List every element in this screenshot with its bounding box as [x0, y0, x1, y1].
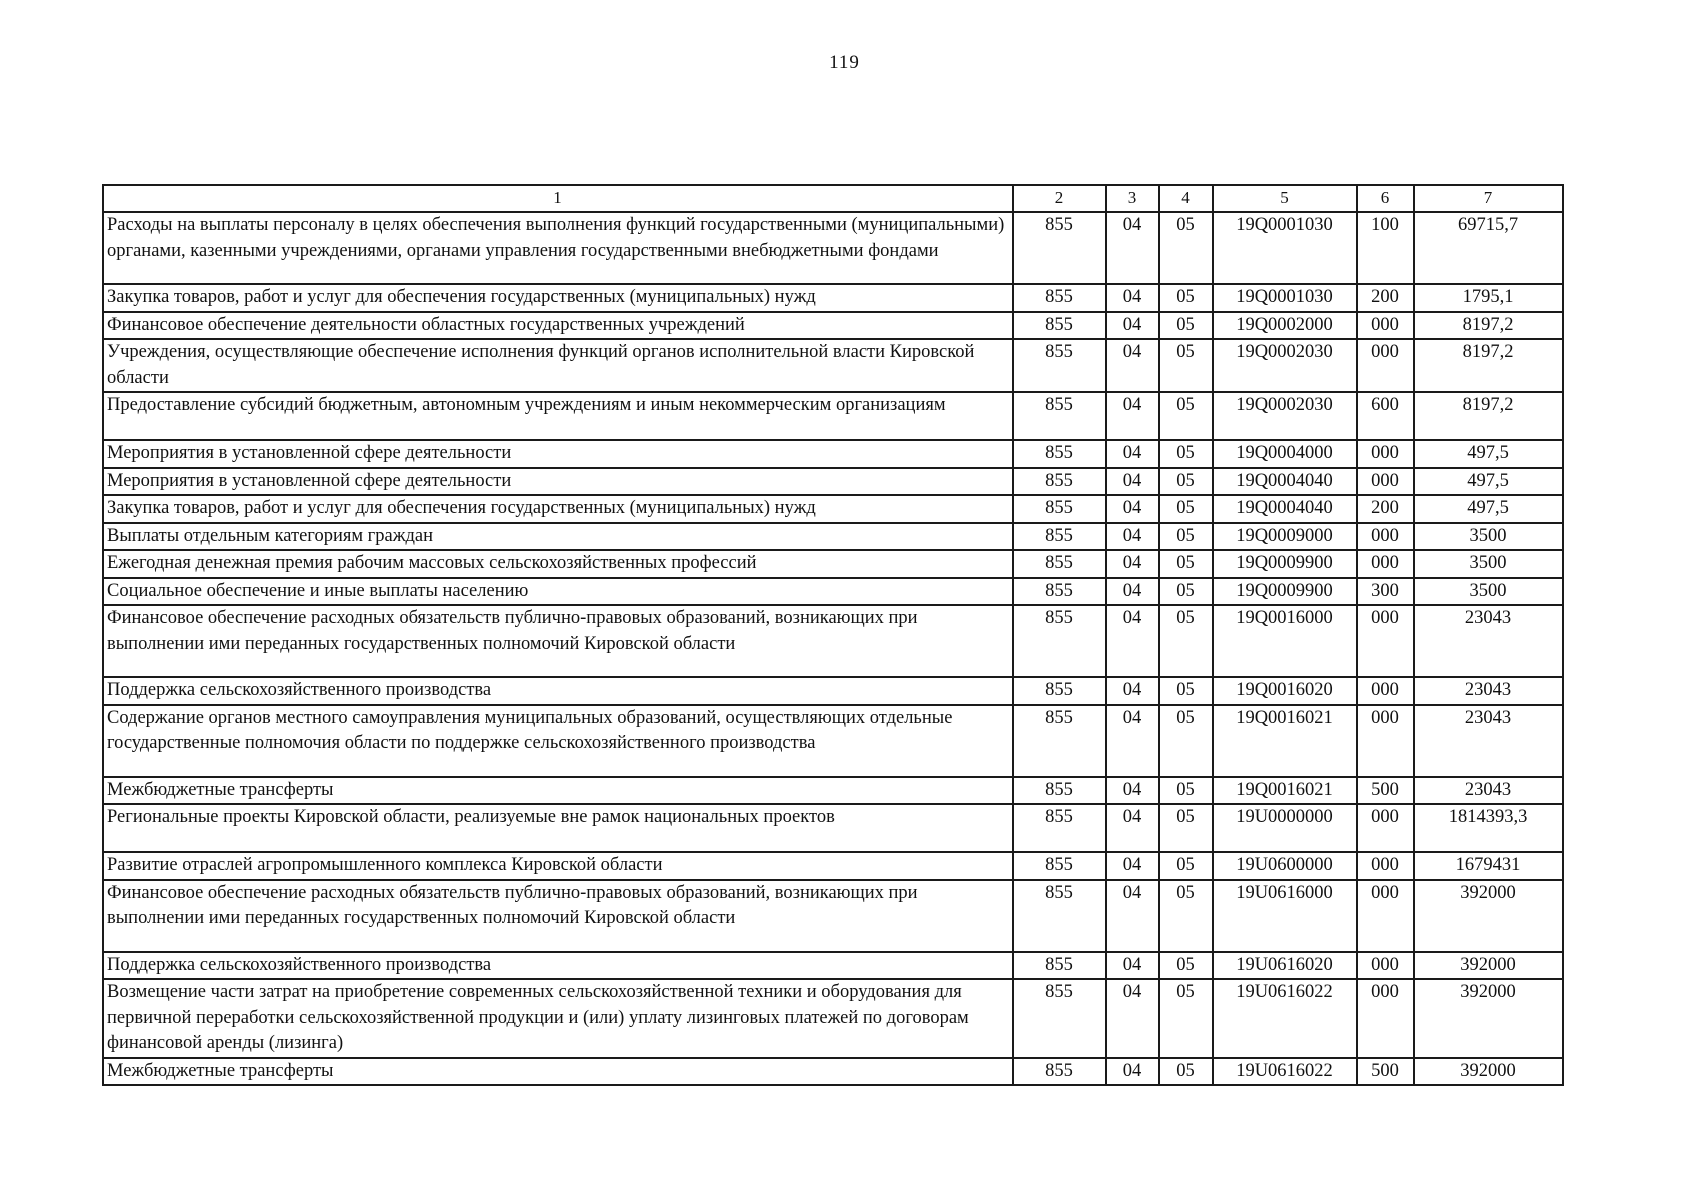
- cell-rz: 04: [1106, 979, 1159, 1058]
- cell-rz: 04: [1106, 677, 1159, 705]
- cell-gr: 855: [1013, 705, 1106, 777]
- cell-rz: 04: [1106, 339, 1159, 392]
- cell-amount: 392000: [1414, 1058, 1563, 1086]
- cell-name: Финансовое обеспечение деятельности областных государственных учреждений: [103, 312, 1013, 340]
- cell-pr: 05: [1159, 495, 1213, 523]
- table-row: [103, 392, 1563, 440]
- table-row: [103, 523, 1563, 551]
- cell-vr: 000: [1357, 605, 1414, 677]
- cell-vr: 000: [1357, 312, 1414, 340]
- cell-gr: 855: [1013, 952, 1106, 980]
- cell-rz: 04: [1106, 852, 1159, 880]
- cell-name: Расходы на выплаты персоналу в целях обеспечения выполнения функций государственными (муниципальными) органами, казенными учреждениями, органами управления государственными внебюджетными фондами: [103, 212, 1013, 284]
- cell-pr: 05: [1159, 550, 1213, 578]
- cell-rz: 04: [1106, 312, 1159, 340]
- table-row: [103, 677, 1563, 705]
- table-row: [103, 777, 1563, 805]
- cell-pr: 05: [1159, 468, 1213, 496]
- cell-gr: 855: [1013, 284, 1106, 312]
- cell-amount: 23043: [1414, 705, 1563, 777]
- cell-amount: 392000: [1414, 952, 1563, 980]
- cell-pr: 05: [1159, 804, 1213, 852]
- cell-gr: 855: [1013, 979, 1106, 1058]
- cell-gr: 855: [1013, 578, 1106, 606]
- cell-csr: 19Q0009000: [1213, 523, 1357, 551]
- cell-pr: 05: [1159, 440, 1213, 468]
- cell-vr: 000: [1357, 880, 1414, 952]
- cell-pr: 05: [1159, 578, 1213, 606]
- cell-gr: 855: [1013, 523, 1106, 551]
- table-row: [103, 979, 1563, 1058]
- cell-pr: 05: [1159, 952, 1213, 980]
- cell-vr: 500: [1357, 777, 1414, 805]
- cell-pr: 05: [1159, 392, 1213, 440]
- cell-rz: 04: [1106, 1058, 1159, 1086]
- cell-rz: 04: [1106, 777, 1159, 805]
- cell-name: Учреждения, осуществляющие обеспечение исполнения функций органов исполнительной власти Кировской области: [103, 339, 1013, 392]
- cell-vr: 000: [1357, 339, 1414, 392]
- cell-vr: 600: [1357, 392, 1414, 440]
- cell-pr: 05: [1159, 880, 1213, 952]
- cell-csr: 19Q0004040: [1213, 468, 1357, 496]
- table-row: [103, 880, 1563, 952]
- cell-rz: 04: [1106, 578, 1159, 606]
- table-header: [103, 185, 1563, 212]
- cell-csr: 19Q0004000: [1213, 440, 1357, 468]
- cell-name: Предоставление субсидий бюджетным, автономным учреждениям и иным некоммерческим организациям: [103, 392, 1013, 440]
- cell-csr: 19Q0009900: [1213, 578, 1357, 606]
- header-col-7: 7: [1414, 185, 1563, 212]
- cell-rz: 04: [1106, 440, 1159, 468]
- cell-name: Финансовое обеспечение расходных обязательств публично-правовых образований, возникающих при выполнении ими переданных государственных полномочий Кировской области: [103, 880, 1013, 952]
- cell-name: Закупка товаров, работ и услуг для обеспечения государственных (муниципальных) нужд: [103, 495, 1013, 523]
- cell-vr: 000: [1357, 523, 1414, 551]
- cell-pr: 05: [1159, 979, 1213, 1058]
- cell-vr: 000: [1357, 677, 1414, 705]
- cell-gr: 855: [1013, 1058, 1106, 1086]
- cell-amount: 23043: [1414, 605, 1563, 677]
- table-row: [103, 495, 1563, 523]
- page-number: 119: [829, 52, 860, 73]
- cell-name: Ежегодная денежная премия рабочим массовых сельскохозяйственных профессий: [103, 550, 1013, 578]
- cell-name: Закупка товаров, работ и услуг для обеспечения государственных (муниципальных) нужд: [103, 284, 1013, 312]
- cell-name: Поддержка сельскохозяйственного производства: [103, 952, 1013, 980]
- cell-name: Региональные проекты Кировской области, реализуемые вне рамок национальных проектов: [103, 804, 1013, 852]
- cell-vr: 000: [1357, 979, 1414, 1058]
- cell-rz: 04: [1106, 804, 1159, 852]
- cell-pr: 05: [1159, 705, 1213, 777]
- table-row: [103, 605, 1563, 677]
- cell-csr: 19Q0016021: [1213, 777, 1357, 805]
- cell-amount: 1814393,3: [1414, 804, 1563, 852]
- table-row: [103, 468, 1563, 496]
- cell-gr: 855: [1013, 550, 1106, 578]
- cell-csr: 19U0000000: [1213, 804, 1357, 852]
- cell-name: Содержание органов местного самоуправления муниципальных образований, осуществляющих отдельные государственные полномочия области по поддержке сельскохозяйственного производства: [103, 705, 1013, 777]
- cell-name: Мероприятия в установленной сфере деятельности: [103, 440, 1013, 468]
- table-row: [103, 804, 1563, 852]
- cell-rz: 04: [1106, 284, 1159, 312]
- cell-pr: 05: [1159, 284, 1213, 312]
- cell-rz: 04: [1106, 392, 1159, 440]
- cell-rz: 04: [1106, 212, 1159, 284]
- cell-amount: 8197,2: [1414, 392, 1563, 440]
- cell-rz: 04: [1106, 880, 1159, 952]
- table-row: [103, 1058, 1563, 1086]
- header-row: [103, 185, 1563, 212]
- cell-vr: 000: [1357, 852, 1414, 880]
- cell-csr: 19U0600000: [1213, 852, 1357, 880]
- cell-csr: 19Q0016020: [1213, 677, 1357, 705]
- cell-csr: 19Q0009900: [1213, 550, 1357, 578]
- cell-amount: 3500: [1414, 523, 1563, 551]
- cell-vr: 200: [1357, 284, 1414, 312]
- cell-vr: 200: [1357, 495, 1414, 523]
- cell-csr: 19Q0001030: [1213, 284, 1357, 312]
- table-row: [103, 578, 1563, 606]
- cell-gr: 855: [1013, 677, 1106, 705]
- table-body: [103, 212, 1563, 1085]
- cell-gr: 855: [1013, 339, 1106, 392]
- cell-rz: 04: [1106, 605, 1159, 677]
- cell-csr: 19Q0002030: [1213, 339, 1357, 392]
- cell-pr: 05: [1159, 777, 1213, 805]
- cell-gr: 855: [1013, 495, 1106, 523]
- cell-gr: 855: [1013, 468, 1106, 496]
- cell-csr: 19U0616022: [1213, 1058, 1357, 1086]
- cell-gr: 855: [1013, 777, 1106, 805]
- cell-csr: 19Q0002000: [1213, 312, 1357, 340]
- header-col-5: 5: [1213, 185, 1357, 212]
- header-col-4: 4: [1159, 185, 1213, 212]
- cell-name: Возмещение части затрат на приобретение современных сельскохозяйственной техники и оборудования для первичной переработки сельскохозяйственной продукции и (или) уплату лизинговых платежей по договорам финансовой аренды (лизинга): [103, 979, 1013, 1058]
- cell-pr: 05: [1159, 605, 1213, 677]
- cell-csr: 19Q0002030: [1213, 392, 1357, 440]
- cell-vr: 000: [1357, 804, 1414, 852]
- cell-csr: 19U0616000: [1213, 880, 1357, 952]
- cell-pr: 05: [1159, 677, 1213, 705]
- table-row: [103, 550, 1563, 578]
- cell-rz: 04: [1106, 495, 1159, 523]
- cell-vr: 000: [1357, 952, 1414, 980]
- budget-table: [102, 184, 1564, 1086]
- cell-vr: 300: [1357, 578, 1414, 606]
- cell-amount: 497,5: [1414, 495, 1563, 523]
- cell-pr: 05: [1159, 312, 1213, 340]
- cell-name: Межбюджетные трансферты: [103, 777, 1013, 805]
- cell-amount: 23043: [1414, 777, 1563, 805]
- cell-name: Мероприятия в установленной сфере деятельности: [103, 468, 1013, 496]
- cell-vr: 000: [1357, 440, 1414, 468]
- cell-vr: 000: [1357, 705, 1414, 777]
- table-row: [103, 952, 1563, 980]
- cell-name: Поддержка сельскохозяйственного производства: [103, 677, 1013, 705]
- cell-name: Выплаты отдельным категориям граждан: [103, 523, 1013, 551]
- cell-amount: 392000: [1414, 880, 1563, 952]
- cell-amount: 1795,1: [1414, 284, 1563, 312]
- cell-gr: 855: [1013, 804, 1106, 852]
- cell-csr: 19Q0004040: [1213, 495, 1357, 523]
- cell-csr: 19U0616020: [1213, 952, 1357, 980]
- table-row: [103, 705, 1563, 777]
- cell-amount: 8197,2: [1414, 339, 1563, 392]
- cell-pr: 05: [1159, 523, 1213, 551]
- cell-csr: 19Q0016021: [1213, 705, 1357, 777]
- cell-pr: 05: [1159, 212, 1213, 284]
- table-row: [103, 440, 1563, 468]
- cell-vr: 000: [1357, 550, 1414, 578]
- cell-gr: 855: [1013, 212, 1106, 284]
- cell-pr: 05: [1159, 339, 1213, 392]
- cell-amount: 1679431: [1414, 852, 1563, 880]
- cell-rz: 04: [1106, 952, 1159, 980]
- cell-vr: 500: [1357, 1058, 1414, 1086]
- cell-name: Финансовое обеспечение расходных обязательств публично-правовых образований, возникающих при выполнении ими переданных государственных полномочий Кировской области: [103, 605, 1013, 677]
- cell-pr: 05: [1159, 852, 1213, 880]
- cell-vr: 000: [1357, 468, 1414, 496]
- cell-vr: 100: [1357, 212, 1414, 284]
- table-row: [103, 284, 1563, 312]
- cell-gr: 855: [1013, 880, 1106, 952]
- cell-amount: 69715,7: [1414, 212, 1563, 284]
- cell-amount: 3500: [1414, 550, 1563, 578]
- cell-gr: 855: [1013, 605, 1106, 677]
- cell-amount: 497,5: [1414, 468, 1563, 496]
- table-row: [103, 339, 1563, 392]
- cell-amount: 23043: [1414, 677, 1563, 705]
- header-col-2: 2: [1013, 185, 1106, 212]
- cell-gr: 855: [1013, 852, 1106, 880]
- cell-name: Социальное обеспечение и иные выплаты населению: [103, 578, 1013, 606]
- cell-name: Развитие отраслей агропромышленного комплекса Кировской области: [103, 852, 1013, 880]
- cell-csr: 19Q0016000: [1213, 605, 1357, 677]
- cell-rz: 04: [1106, 550, 1159, 578]
- cell-rz: 04: [1106, 523, 1159, 551]
- header-col-3: 3: [1106, 185, 1159, 212]
- cell-csr: 19Q0001030: [1213, 212, 1357, 284]
- cell-gr: 855: [1013, 440, 1106, 468]
- table-row: [103, 312, 1563, 340]
- table-row: [103, 212, 1563, 284]
- cell-csr: 19U0616022: [1213, 979, 1357, 1058]
- cell-gr: 855: [1013, 392, 1106, 440]
- cell-amount: 8197,2: [1414, 312, 1563, 340]
- table-row: [103, 852, 1563, 880]
- cell-rz: 04: [1106, 468, 1159, 496]
- header-col-6: 6: [1357, 185, 1414, 212]
- header-col-1: 1: [103, 185, 1013, 212]
- cell-amount: 3500: [1414, 578, 1563, 606]
- cell-rz: 04: [1106, 705, 1159, 777]
- cell-amount: 497,5: [1414, 440, 1563, 468]
- cell-amount: 392000: [1414, 979, 1563, 1058]
- cell-name: Межбюджетные трансферты: [103, 1058, 1013, 1086]
- cell-gr: 855: [1013, 312, 1106, 340]
- cell-pr: 05: [1159, 1058, 1213, 1086]
